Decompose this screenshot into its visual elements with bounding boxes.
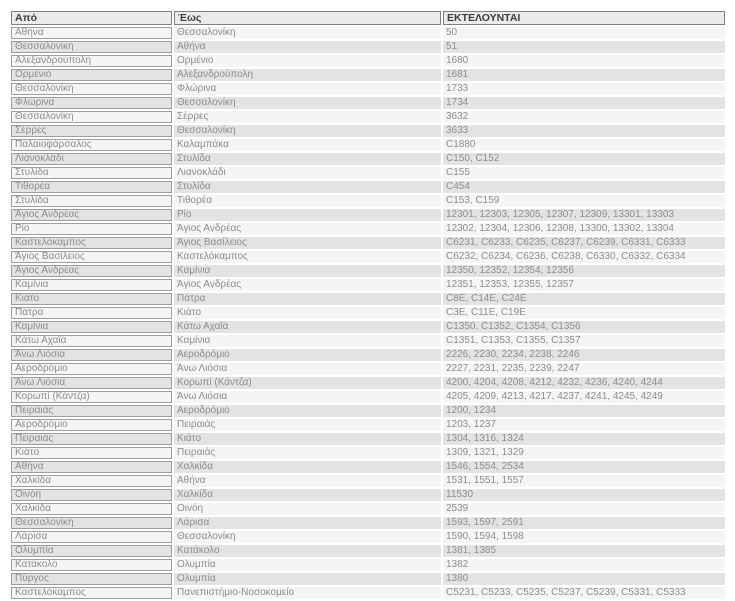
trains-cell: C1880 (443, 139, 725, 151)
route-row (11, 223, 725, 235)
trains-cell: 4200, 4204, 4208, 4212, 4232, 4236, 4240, 4244 (443, 377, 725, 389)
to-cell: Αεροδρόμιο (174, 405, 441, 417)
route-row (11, 363, 725, 375)
from-cell: Ορμένιο (11, 69, 172, 81)
to-cell: Πάτρα (174, 293, 441, 305)
trains-cell: C8E, C14E, C24E (443, 293, 725, 305)
to-cell: Άγιος Ανδρέας (174, 279, 441, 291)
from-cell: Χαλκίδα (11, 503, 172, 515)
trains-cell: C153, C159 (443, 195, 725, 207)
route-row (11, 517, 725, 529)
route-row (11, 195, 725, 207)
route-row (11, 293, 725, 305)
trains-cell: 3633 (443, 125, 725, 137)
to-cell: Κάτω Αχαϊά (174, 321, 441, 333)
from-cell: Καστελόκαμπος (11, 587, 172, 599)
to-cell: Καμίνια (174, 335, 441, 347)
col-header-trains: ΕΚΤΕΛΟΥΝΤΑΙ (443, 11, 725, 25)
trains-cell: 1200, 1234 (443, 405, 725, 417)
trains-cell: C1351, C1353, C1355, C1357 (443, 335, 725, 347)
from-cell: Θεσσαλονίκη (11, 111, 172, 123)
route-row (11, 153, 725, 165)
from-cell: Πειραιάς (11, 433, 172, 445)
route-row (11, 139, 725, 151)
from-cell: Καμίνια (11, 279, 172, 291)
trains-cell: C6232, C6234, C6236, C6238, C6330, C6332, C6334 (443, 251, 725, 263)
trains-cell: 1734 (443, 97, 725, 109)
from-cell: Άγιος Ανδρέας (11, 209, 172, 221)
trains-cell: 1380 (443, 573, 725, 585)
to-cell: Αθήνα (174, 41, 441, 53)
to-cell: Χαλκίδα (174, 461, 441, 473)
to-cell: Λάρισα (174, 517, 441, 529)
from-cell: Στυλίδα (11, 167, 172, 179)
route-row (11, 349, 725, 361)
route-row (11, 531, 725, 543)
route-row (11, 433, 725, 445)
trains-cell: 1203, 1237 (443, 419, 725, 431)
from-cell: Άγιος Ανδρέας (11, 265, 172, 277)
trains-cell: 3632 (443, 111, 725, 123)
to-cell: Σέρρες (174, 111, 441, 123)
from-cell: Θεσσαλονίκη (11, 517, 172, 529)
trains-cell: C6231, C6233, C6235, C6237, C6239, C6331, C6333 (443, 237, 725, 249)
routes-table-header (11, 11, 725, 25)
from-cell: Ρίο (11, 223, 172, 235)
to-cell: Άνω Λιόσια (174, 391, 441, 403)
trains-cell: 12302, 12304, 12306, 12308, 13300, 13302, 13304 (443, 223, 725, 235)
route-row (11, 377, 725, 389)
to-cell: Λιανοκλάδι (174, 167, 441, 179)
trains-cell: 50 (443, 27, 725, 39)
from-cell: Αεροδρόμιο (11, 419, 172, 431)
from-cell: Θεσσαλονίκη (11, 83, 172, 95)
col-header-from: Από (11, 11, 172, 25)
to-cell: Ορμένιο (174, 55, 441, 67)
trains-cell: C150, C152 (443, 153, 725, 165)
from-cell: Αθήνα (11, 27, 172, 39)
trains-cell: 1382 (443, 559, 725, 571)
route-row (11, 237, 725, 249)
route-row (11, 209, 725, 221)
from-cell: Στυλίδα (11, 195, 172, 207)
trains-cell: 2227, 2231, 2235, 2239, 2247 (443, 363, 725, 375)
route-row (11, 111, 725, 123)
trains-cell: 2539 (443, 503, 725, 515)
to-cell: Κιάτο (174, 307, 441, 319)
trains-cell: 12350, 12352, 12354, 12356 (443, 265, 725, 277)
from-cell: Ολυμπία (11, 545, 172, 557)
to-cell: Άγιος Βασίλειος (174, 237, 441, 249)
route-row (11, 279, 725, 291)
trains-cell: C155 (443, 167, 725, 179)
to-cell: Κατάκολο (174, 545, 441, 557)
from-cell: Κιάτο (11, 447, 172, 459)
route-row (11, 503, 725, 515)
route-row (11, 265, 725, 277)
trains-cell: C3E, C11E, C19E (443, 307, 725, 319)
trains-cell: 12301, 12303, 12305, 12307, 12309, 13301, 13303 (443, 209, 725, 221)
to-cell: Καστελόκαμπος (174, 251, 441, 263)
from-cell: Λάρισα (11, 531, 172, 543)
from-cell: Καμίνια (11, 321, 172, 333)
route-row (11, 405, 725, 417)
routes-table-body (11, 27, 725, 599)
to-cell: Αθήνα (174, 475, 441, 487)
from-cell: Πάτρα (11, 307, 172, 319)
route-row (11, 587, 725, 599)
route-row (11, 321, 725, 333)
from-cell: Πύργος (11, 573, 172, 585)
col-header-to: Έως (174, 11, 441, 25)
trains-cell: 1304, 1316, 1324 (443, 433, 725, 445)
trains-cell: 1681 (443, 69, 725, 81)
route-row (11, 167, 725, 179)
trains-cell: C454 (443, 181, 725, 193)
route-row (11, 181, 725, 193)
from-cell: Χαλκίδα (11, 475, 172, 487)
trains-cell: 1546, 1554, 2534 (443, 461, 725, 473)
route-row (11, 69, 725, 81)
route-row (11, 125, 725, 137)
route-row (11, 447, 725, 459)
from-cell: Άνω Λιόσια (11, 349, 172, 361)
to-cell: Οινόη (174, 503, 441, 515)
route-row (11, 27, 725, 39)
trains-cell: 11530 (443, 489, 725, 501)
to-cell: Άνω Λιόσια (174, 363, 441, 375)
route-row (11, 335, 725, 347)
to-cell: Πειραιάς (174, 447, 441, 459)
from-cell: Άγιος Βασίλειος (11, 251, 172, 263)
from-cell: Αθήνα (11, 461, 172, 473)
from-cell: Κιάτο (11, 293, 172, 305)
from-cell: Τιθορέα (11, 181, 172, 193)
route-row (11, 97, 725, 109)
from-cell: Φλώρινα (11, 97, 172, 109)
from-cell: Κάτω Αχαϊά (11, 335, 172, 347)
route-row (11, 419, 725, 431)
trains-cell: 1680 (443, 55, 725, 67)
trains-cell: 4205, 4209, 4213, 4217, 4237, 4241, 4245, 4249 (443, 391, 725, 403)
route-row (11, 475, 725, 487)
route-row (11, 83, 725, 95)
to-cell: Πανεπιστήμιο-Νοσοκομείο (174, 587, 441, 599)
to-cell: Στυλίδα (174, 153, 441, 165)
to-cell: Αλεξανδρούπολη (174, 69, 441, 81)
to-cell: Θεσσαλονίκη (174, 27, 441, 39)
from-cell: Πειραιάς (11, 405, 172, 417)
trains-cell: 51 (443, 41, 725, 53)
from-cell: Κορωπί (Κάντζα) (11, 391, 172, 403)
from-cell: Καστελόκαμπος (11, 237, 172, 249)
trains-cell: 1590, 1594, 1598 (443, 531, 725, 543)
trains-cell: 1593, 1597, 2591 (443, 517, 725, 529)
route-row (11, 41, 725, 53)
to-cell: Αεροδρόμιο (174, 349, 441, 361)
trains-cell: 12351, 12353, 12355, 12357 (443, 279, 725, 291)
to-cell: Πειραιάς (174, 419, 441, 431)
route-row (11, 55, 725, 67)
route-row (11, 391, 725, 403)
to-cell: Τιθορέα (174, 195, 441, 207)
from-cell: Οινόη (11, 489, 172, 501)
to-cell: Χαλκίδα (174, 489, 441, 501)
from-cell: Αλεξανδρούπολη (11, 55, 172, 67)
from-cell: Σέρρες (11, 125, 172, 137)
train-routes-table (9, 9, 727, 601)
from-cell: Κατάκολο (11, 559, 172, 571)
to-cell: Καλαμπάκα (174, 139, 441, 151)
trains-cell: 2226, 2230, 2234, 2238, 2246 (443, 349, 725, 361)
to-cell: Θεσσαλονίκη (174, 97, 441, 109)
from-cell: Άνω Λιόσια (11, 377, 172, 389)
route-row (11, 489, 725, 501)
trains-cell: C5231, C5233, C5235, C5237, C5239, C5331, C5333 (443, 587, 725, 599)
trains-cell: 1733 (443, 83, 725, 95)
route-row (11, 307, 725, 319)
route-row (11, 559, 725, 571)
to-cell: Φλώρινα (174, 83, 441, 95)
to-cell: Θεσσαλονίκη (174, 125, 441, 137)
to-cell: Κιάτο (174, 433, 441, 445)
from-cell: Λιανοκλάδι (11, 153, 172, 165)
route-row (11, 251, 725, 263)
to-cell: Ολυμπία (174, 559, 441, 571)
from-cell: Θεσσαλονίκη (11, 41, 172, 53)
trains-cell: 1309, 1321, 1329 (443, 447, 725, 459)
route-row (11, 461, 725, 473)
route-row (11, 545, 725, 557)
trains-cell: 1381, 1385 (443, 545, 725, 557)
to-cell: Καμίνια (174, 265, 441, 277)
from-cell: Αεροδρόμιο (11, 363, 172, 375)
to-cell: Θεσσαλονίκη (174, 531, 441, 543)
trains-cell: C1350, C1352, C1354, C1356 (443, 321, 725, 333)
from-cell: Παλαιοφάρσαλος (11, 139, 172, 151)
to-cell: Ολυμπία (174, 573, 441, 585)
header-row (11, 11, 725, 25)
to-cell: Άγιος Ανδρέας (174, 223, 441, 235)
route-row (11, 573, 725, 585)
to-cell: Ρίο (174, 209, 441, 221)
to-cell: Κορωπί (Κάντζα) (174, 377, 441, 389)
trains-cell: 1531, 1551, 1557 (443, 475, 725, 487)
to-cell: Στυλίδα (174, 181, 441, 193)
